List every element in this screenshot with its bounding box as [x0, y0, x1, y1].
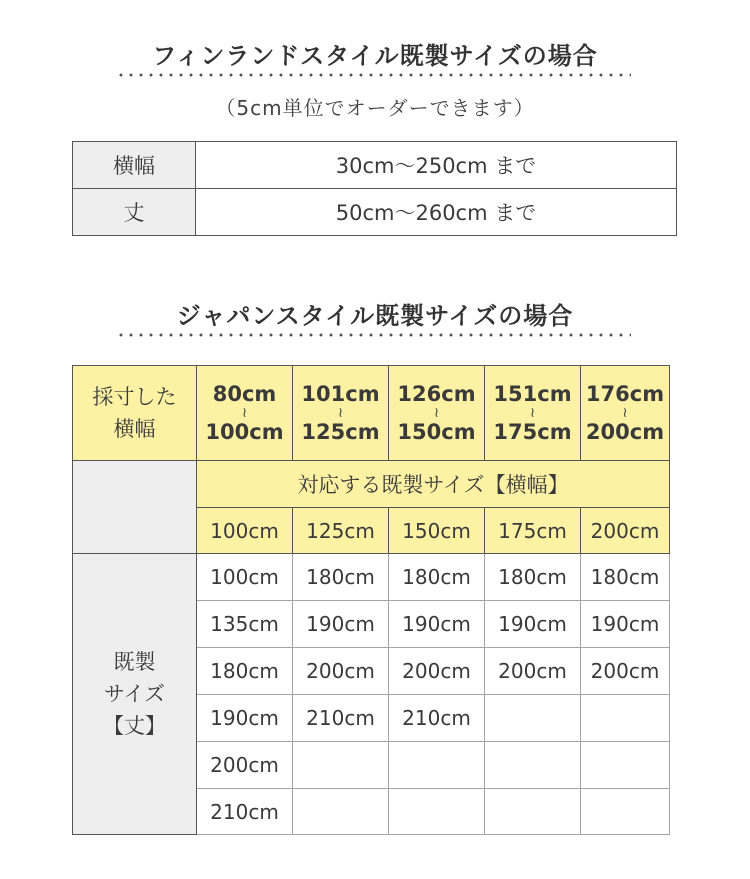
- length-cell: 190cm: [389, 601, 485, 648]
- table-row: [73, 554, 670, 601]
- length-cell: 210cm: [197, 789, 293, 835]
- range-from: 151cm: [493, 382, 572, 406]
- finland-title: フィンランドスタイル既製サイズの場合: [152, 42, 598, 70]
- measured-width-label: [73, 366, 197, 461]
- length-label-line: サイズ: [103, 682, 166, 706]
- range-cell: [485, 366, 581, 461]
- range-cell: [581, 366, 670, 461]
- ready-made-width-header: 対応する既製サイズ【横幅】: [197, 461, 670, 508]
- range-cell: [293, 366, 389, 461]
- length-cell: [581, 742, 670, 789]
- length-cell: [485, 789, 581, 835]
- range-cell: [389, 366, 485, 461]
- length-cell: [485, 742, 581, 789]
- length-cell: 200cm: [581, 648, 670, 695]
- length-cell: 190cm: [293, 601, 389, 648]
- dotted-divider: [116, 73, 631, 77]
- length-cell: [485, 695, 581, 742]
- blank-corner-cell: [73, 461, 197, 554]
- ready-width-cell: 200cm: [581, 508, 670, 554]
- japan-size-table: [72, 365, 670, 835]
- length-value: 50cm～260cm まで: [196, 189, 677, 236]
- range-from: 80cm: [212, 382, 277, 406]
- length-cell: 180cm: [293, 554, 389, 601]
- length-cell: [389, 789, 485, 835]
- length-label: 丈: [73, 189, 196, 236]
- length-cell: 180cm: [197, 648, 293, 695]
- table-row: [73, 461, 670, 508]
- tilde-glyph: ≀: [622, 405, 628, 421]
- range-to: 125cm: [301, 420, 380, 444]
- length-label-line: 【丈】: [103, 714, 166, 738]
- width-value: 30cm～250cm まで: [196, 142, 677, 189]
- length-cell: 180cm: [389, 554, 485, 601]
- length-cell: [293, 742, 389, 789]
- length-cell: [581, 789, 670, 835]
- length-cell: 200cm: [485, 648, 581, 695]
- range-from: 176cm: [585, 382, 665, 406]
- length-cell: 200cm: [389, 648, 485, 695]
- japan-title: ジャパンスタイル既製サイズの場合: [176, 302, 574, 330]
- length-cell: [389, 742, 485, 789]
- length-cell: 210cm: [293, 695, 389, 742]
- length-cell: 190cm: [581, 601, 670, 648]
- length-cell: 200cm: [197, 742, 293, 789]
- ready-made-length-label: [73, 554, 197, 835]
- range-cell: [197, 366, 293, 461]
- ready-width-cell: 100cm: [197, 508, 293, 554]
- tilde-glyph: ≀: [529, 405, 536, 421]
- range-to: 175cm: [493, 420, 572, 444]
- length-cell: 200cm: [293, 648, 389, 695]
- length-cell: 100cm: [197, 554, 293, 601]
- measured-label-line: 横幅: [113, 417, 156, 441]
- length-cell: [581, 695, 670, 742]
- length-cell: 190cm: [485, 601, 581, 648]
- table-row: [73, 366, 670, 461]
- width-label: 横幅: [73, 142, 196, 189]
- length-cell: 135cm: [197, 601, 293, 648]
- table-row: [73, 189, 677, 236]
- length-cell: 190cm: [197, 695, 293, 742]
- ready-width-cell: 125cm: [293, 508, 389, 554]
- table-row: [73, 142, 677, 189]
- length-cell: [293, 789, 389, 835]
- ready-width-cell: 175cm: [485, 508, 581, 554]
- tilde-glyph: ≀: [433, 405, 440, 421]
- measured-label-line: 採寸した: [92, 385, 177, 409]
- ready-width-cell: 150cm: [389, 508, 485, 554]
- finland-note: （5cm単位でオーダーできます）: [215, 96, 535, 120]
- range-to: 150cm: [397, 420, 476, 444]
- range-from: 126cm: [397, 382, 476, 406]
- range-from: 101cm: [301, 382, 380, 406]
- length-cell: 180cm: [581, 554, 670, 601]
- tilde-glyph: ≀: [241, 405, 248, 421]
- tilde-glyph: ≀: [337, 405, 344, 421]
- length-cell: 210cm: [389, 695, 485, 742]
- range-to: 200cm: [585, 420, 665, 444]
- length-cell: 180cm: [485, 554, 581, 601]
- finland-size-table: [72, 141, 677, 236]
- length-label-line: 既製: [113, 650, 156, 674]
- dotted-divider: [116, 333, 631, 337]
- range-to: 100cm: [205, 420, 284, 444]
